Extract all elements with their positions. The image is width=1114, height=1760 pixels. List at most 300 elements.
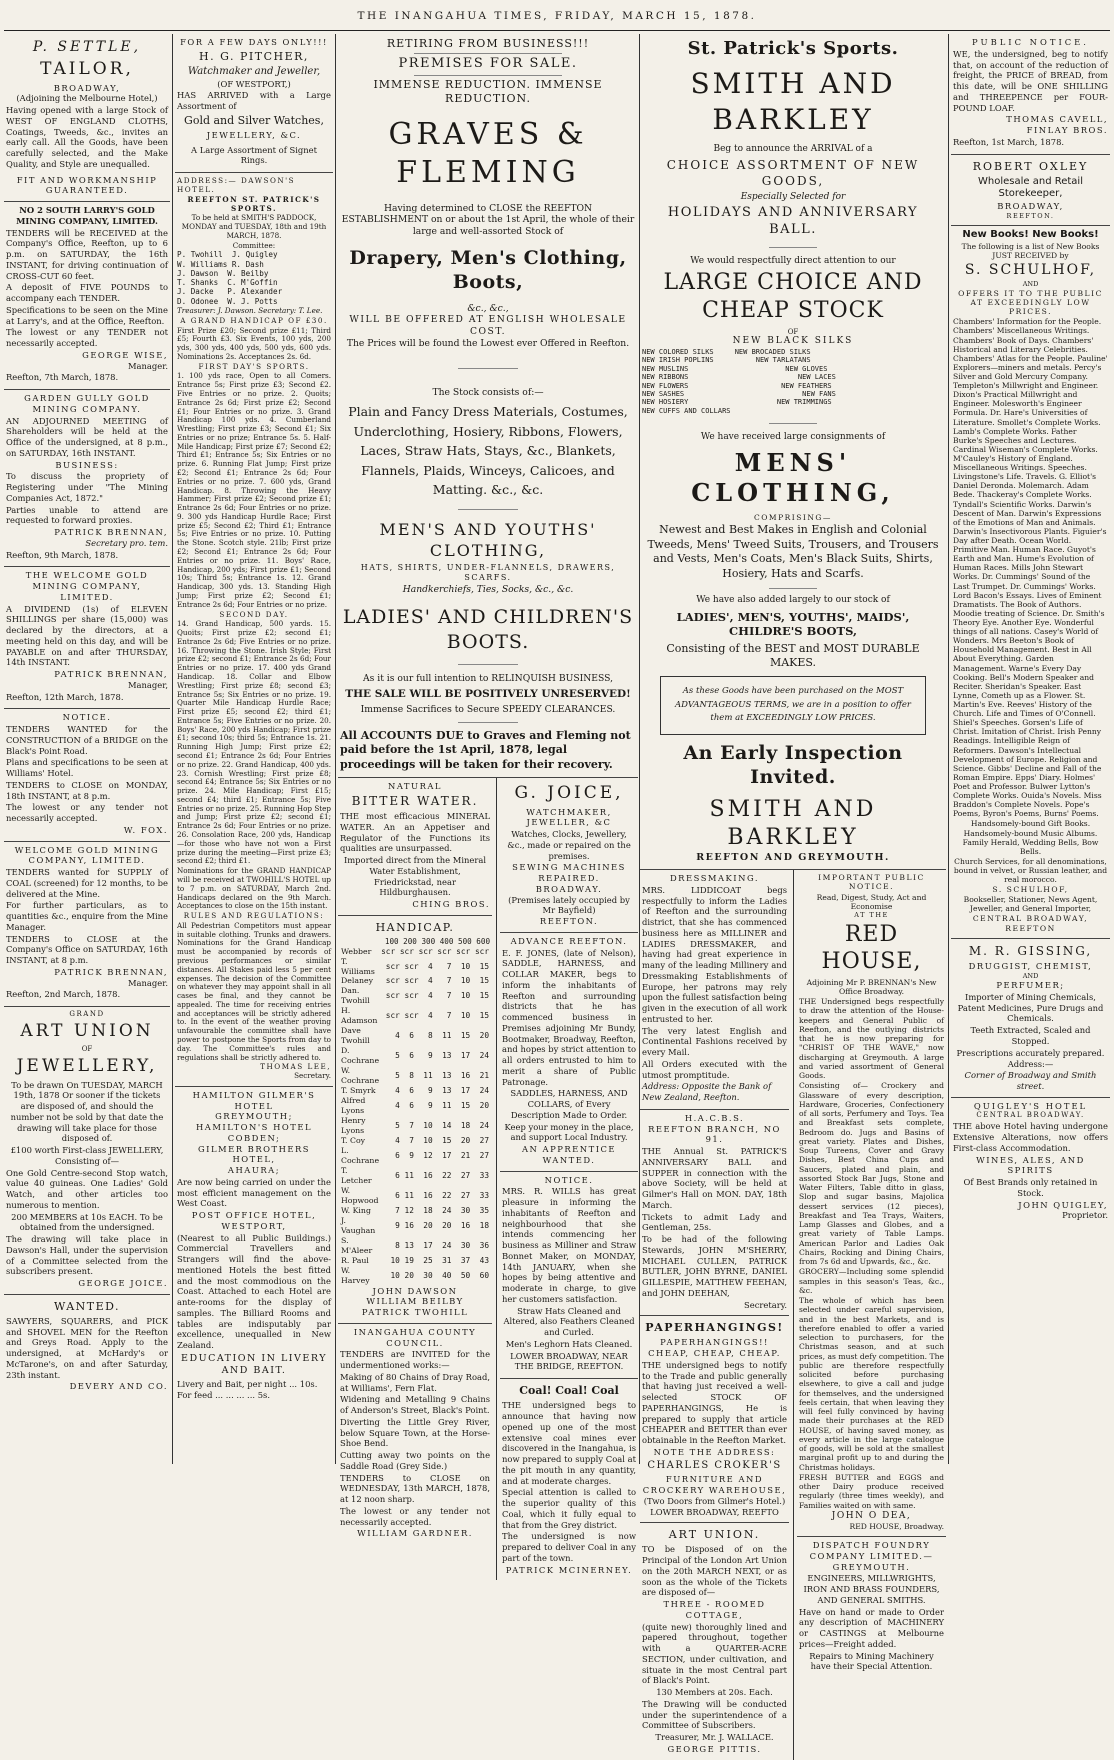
handicap-row — [340, 1266, 490, 1286]
welcome-dividend-ad — [4, 567, 170, 709]
handicap-runner: W. Hopwood — [341, 1185, 379, 1205]
rh-at: AT THE — [854, 911, 889, 920]
rh-role: RED HOUSE, Broadway. — [849, 1521, 944, 1531]
handicap-runner: L. Cochrane — [341, 1145, 380, 1165]
bitter-h2: BITTER WATER. — [351, 793, 479, 808]
gf-ladies: LADIES' AND CHILDREN'S BOOTS. — [342, 606, 634, 653]
joice-h2: WATCHMAKER, JEWELLER, &C — [526, 806, 612, 828]
sports-body: To be held at SMITH'S PADDOCK, MONDAY and TUESDAY, 18th and 19th MARCH, 1878. — [181, 213, 327, 240]
wills-notice-ad — [500, 1172, 638, 1380]
sports-p2: 1. 100 yds race, Open to all Comers. Entrance 5s; First prize £3; Second £2. Five Entries or no prize. 2. Quoits; Entrance 2s 6d; First prize £2; Second £1; Four Entries or no prize. 3. Grand Handicap 100 yds. 4. Cumberland Wrestling; First prize £3; Second £1; Six Entries or no prize; Entrance 5s. 5. Half-Mile Handicap; First prize £7; Second £2; Third £1; Entrance 5s; Six Entries or no prize. 6. Running Flat Jump; First prize £2; Second £1; Entrance 2s 6d; Four Entries or no prize. 7. 600 yds, Grand Handicap. 8. Throwing the Heavy Hammer; First prize £2; Second prize £1; Entrance 2s 6d; Four Entries or no prize. 9. 300 yds Handicap Hurdle Race; First prize £5; Second £2; Third £1; Entrance 5s; Five Entries or no prize. 10. Putting the Stone. Scotch style. 21lb; First prize £2; Second £1; Entrance 2s 6d; Four Entries or no prize. 11. Boys' Race, Handicap, 200 yds; First prize £1; Second 10s; Third 5s; Entrance 1s. 12. Grand Handicap, 300 yds. 13. Standing High Jump; First prize £2; Second £1; Entrance 2s 6d; Four Entries or no prize. — [177, 371, 331, 609]
gf-accounts: All ACCOUNTS DUE to Graves and Fleming not paid before the 1st April, 1878, legal proceedings will be taken for their recovery. — [340, 729, 631, 771]
jewellery-art-union-ad — [4, 1007, 170, 1295]
books-and: AND — [1022, 280, 1039, 289]
handicap-head: HANDICAP. — [375, 920, 455, 934]
graves-fleming-ad — [338, 34, 638, 778]
council-sign: WILLIAM GARDNER. — [357, 1528, 473, 1539]
gully-meeting-ad — [4, 390, 170, 567]
handicap-runner: Henry Lyons — [341, 1116, 366, 1136]
larry-body: TENDERS will be RECEIVED at the Company's Office, Reefton, up to 6 p.m. on SATURDAY, the 16th INSTANT, for driving continuation of CROSS-CUT 60 feet. — [6, 227, 168, 281]
bitter-water-ad — [338, 778, 492, 916]
gully-p3: Parties unable to attend are requested to forward proxies. — [6, 504, 168, 526]
rh-sign: JOHN O DEA, — [831, 1510, 912, 1521]
gully-business: BUSINESS: — [55, 459, 119, 470]
books-head: New Books! New Books! — [962, 229, 1099, 241]
sb-towns: REEFTON AND GREYMOUTH. — [696, 851, 890, 863]
hacbs-p3: To be had of the following Stewards, JOHN M'SHERRY, MICHAEL CULLEN, PATRICK BUTLER, JOHN BYRNE, DANIEL GILLESPIE, MATTHEW FEEHAN, and JOHN DEEHAN, — [642, 1234, 787, 1298]
bitter-p2: Imported direct from the Mineral Water Establishment, Friedrickstad, near Hildburghausen. — [343, 855, 487, 898]
foundry-head: DISPATCH FOUNDRY COMPANY LIMITED.—GREYMOUTH. — [809, 1540, 934, 1572]
handicap-marks: 4 7 10 15 20 27 — [395, 1135, 490, 1145]
masthead-rule — [4, 30, 1110, 31]
hacbs-body: THE Annual St. PATRICK'S ANNIVERSARY BALL and SUPPER in connection with the above Society, will be held at Gilmer's Hall on MON. DAY, 18th March. — [642, 1146, 787, 1210]
gf-premises: PREMISES FOR SALE. — [398, 56, 578, 72]
settle-body: Having opened with a large Stock of WEST OF ENGLAND CLOTHS, Coatings, Tweeds, &c., invites an early call. All the Goods, have been carefully selected, and the Make Quality, and Style are unequalled. — [6, 105, 168, 169]
handicap-row — [340, 947, 490, 957]
joice-sew: SEWING MACHINES REPAIRED. — [512, 862, 626, 884]
advance-head: ADVANCE REEFTON. — [510, 935, 628, 946]
sports-p5: All Pedestrian Competitors must appear in suitable clothing. Trunks and drawers. Nominations for the Grand Handicap must be accompanied by records of previous performances or similar distances. All Stakes paid less 5 per cent expenses. The decision of the Committee on whatever they may appoint shall in all cases be final, and they cannot be appealed. The time for receiving entries and acceptances will be strictly adhered to. In the event of the weather proving unfavourable the committee shall have power to postpone the Sports from day to day. The Committee's rules and regulations shall be strictly adhered to. — [177, 920, 331, 1062]
council-head: INANGAHUA COUNTY COUNCIL. — [353, 1326, 477, 1348]
column-3 — [338, 34, 638, 1575]
quigley-body: THE above Hotel having undergone Extensive Alterations, now offers First-class Accommodation. — [953, 1121, 1108, 1153]
col3-right — [496, 778, 638, 1580]
art-p4: 200 MEMBERS at 10s EACH. To be obtained from the undersigned. — [11, 1211, 163, 1233]
paper-cheap: CHEAP, CHEAP, CHEAP. — [648, 1348, 781, 1359]
gissing-addr: Address:— — [1007, 1059, 1054, 1070]
notice-p3: TENDERS to CLOSE on MONDAY, 18th INSTANT, at 8 p.m. — [6, 779, 168, 801]
bread-s2: FINLAY BROS. — [1026, 125, 1108, 135]
pitcher-ad — [175, 34, 333, 173]
handicap-marks: 7 12 18 24 30 35 — [395, 1205, 490, 1215]
bitter-h1: NATURAL — [388, 780, 442, 791]
handicap-row — [340, 1136, 490, 1146]
coal-sign: PATRICK MCINERNEY. — [505, 1564, 633, 1575]
handicap-row — [340, 986, 490, 1006]
union-prize: THREE - ROOMED COTTAGE, — [663, 1599, 766, 1620]
joice-sub: (Premises lately occupied by Mr Bayfield) — [508, 894, 630, 916]
handicap-s3: PATRICK TWOHILL — [361, 1307, 469, 1318]
notice-sign: W. FOX. — [123, 824, 168, 835]
handicap-marks: 5 6 9 13 17 24 — [395, 1051, 490, 1061]
handicap-row — [340, 1116, 490, 1136]
handicap-runner: Webber — [341, 946, 372, 956]
art-body: To be drawn On TUESDAY, MARCH 19th, 1878 Or sooner if the tickets are disposed of, and should the number not be sold by that date the drawing will take place for those disposed of. — [10, 1079, 164, 1144]
handicap-row — [340, 976, 490, 986]
handicap-runner: T. Williams — [341, 956, 375, 976]
sb-firm2: SMITH AND BARKLEY — [709, 796, 877, 850]
council-p2: Making of 80 Chains of Dray Road, at Williams', Fern Flat. — [340, 1371, 491, 1393]
paper-addr: (Two Doors from Gilmer's Hotel.) LOWER BROADWAY, REEFTO — [643, 1495, 786, 1517]
handicap-marks: scr scr 4 7 10 15 — [385, 991, 490, 1001]
hamilton-sub: GREYMOUTH; — [215, 1111, 293, 1122]
art-sign: GEORGE JOICE. — [78, 1278, 168, 1289]
art-p5: The drawing will take place in Dawson's Hall, under the supervision of a Committee selected from the subscribers present. — [6, 1234, 168, 1277]
handicap-runner: W. Harvey — [341, 1265, 370, 1285]
books-sign: S. SCHULHOF, — [992, 885, 1069, 895]
gf-unreserved: THE SALE WILL BE POSITIVELY UNRESERVED! — [345, 687, 631, 700]
books-role: Bookseller, Stationer, News Agent, Jeweller, and General Importer, — [963, 895, 1098, 914]
handicap-ad — [338, 916, 492, 1324]
sb-mens: MENS' CLOTHING, — [691, 447, 895, 508]
gissing-trade: DRUGGIST, CHEMIST, — [968, 961, 1093, 972]
sb-box-text: As these Goods have been purchased on the MOST ADVANTAGEOUS TERMS, we are in a position to offer them at EXCEEDINGLY LOW PRICES. — [675, 686, 911, 724]
books-body: The following is a list of New Books JUST RECEIVED by — [961, 242, 1100, 261]
sports-h3: SECOND DAY. — [219, 609, 289, 619]
rh-adj: Adjoining Mr P. BRENNAN's New Office Broadway. — [806, 977, 937, 996]
sports-p3: 14. Grand Handicap, 500 yards. 15. Quoits; First prize £2; second £1; Entrance 2s 6d; Five Entries or no prize. 16. Throwing the Stone. Irish Style; First prize £2; second £1; Entrance 2s 6d; Four Entries or no prize. 17. 400 yds Grand Handicap. 18. Collar and Elbow Wrestling; First prize £8; second £3; Entrance 5s; Six Entries or no prize. 19. Quarter Mile Handicap Hurdle Race; First prize £5; second £2; third £1; Entrance 5s; Five Entries or no prize. 20. Boys' Race, 200 yds Handicap; First prize £1; second 10s; third 5s; Entrance 1s. 21. Running High Jump; First prize £2; second £1; Entrance 2s 6d; Four Entries or no prize. 22. Grand Handicap, 400 yds. 23. Cornish Wrestling; First prize £8; second £4; Entrance 5s; Six Entries or no prize. 24. Mile Handicap; First £15; second £4; third £1; Entrance 5s; Five Entries or no prize. 25. Running Hop Step and Jump; First prize £2; second £1; Entrance 2s 6d; Four Entries or no prize. 26. Consolation Race, 200 yds, Handicap—for those who have not won a First prize during the meeting—First prize £3; second £2; third £1. — [177, 619, 331, 866]
joice-addr: BROADWAY. — [535, 883, 603, 894]
sports-members: P. Twohill J. Quigley W. Williams R. Dash J. Dawson W. Beilby T. Shanks C. M'Goffin J. Dacke P. Alexander D. Odonee W. J. Potts — [177, 250, 283, 306]
foundry-p2: Have on hand or made to Order any description of MACHINERY or CASTINGS at Melbourne prices—Freight added. — [799, 1606, 944, 1649]
col4-right — [793, 870, 946, 1760]
welcome2-head: WELCOME GOLD MINING COMPANY, LIMITED. — [14, 844, 160, 866]
sports-programme-ad — [175, 173, 333, 1087]
hamilton-h4: POST OFFICE HOTEL, — [191, 1210, 317, 1221]
rh-p3: GROCERY—Including some splendid samples in this season's Teas, &c., &c. — [799, 1267, 944, 1295]
gissing-and: AND — [1022, 971, 1039, 980]
sports-treasurer: Treasurer: J. Dawson. Secretary: T. Lee. — [177, 305, 323, 315]
settle-tag: FIT AND WORKMANSHIP GUARANTEED. — [16, 174, 158, 196]
quigley-wines: WINES, ALES, AND SPIRITS — [976, 1154, 1085, 1176]
column-4 — [640, 34, 946, 1754]
welcome2-sign: PATRICK BRENNAN, — [54, 966, 168, 977]
council-p6: TENDERS to CLOSE on WEDNESDAY, 13th MARCH, 1878, at 12 noon sharp. — [340, 1472, 491, 1505]
sb-newest: Newest and Best Makes in English and Colonial Tweeds, Mens' Tweed Suits, Trousers, and Trousers and Vests, Men's Coats, Men's Black Suits, Shirts, Hosiery, Hats and Scarfs. — [647, 522, 939, 581]
larry-p3: Specifications to be seen on the Mine at Larry's, and at the Office, Reefton. — [6, 304, 168, 326]
settle-tailor-ad — [4, 34, 170, 202]
welcome-coal-ad — [4, 842, 170, 1008]
larry-date: Reefton, 7th March, 1878. — [6, 372, 119, 383]
sb-consisting: Consisting of the BEST and MOST DURABLE MAKES. — [666, 641, 920, 670]
pitcher-top: FOR A FEW DAYS ONLY!!! — [180, 37, 328, 47]
bitter-body: THE most efficacious MINERAL WATER. An an Appetiser and Regulator of the Functions its qualities are unsurpassed. — [340, 811, 491, 854]
wills-body: MRS. R. WILLS has great pleasure in informing the inhabitants of Reefton and neighbourhood that she intends commencing her business as Milliner and Straw Bonnet Maker, on MONDAY, 14th JANUARY, when she hopes by being attentive and moderate in charge, to give her customers satisfaction. — [502, 1186, 636, 1304]
handicap-row — [340, 1256, 490, 1266]
joice-h1: G. JOICE, — [514, 782, 624, 803]
joice-ad — [500, 778, 638, 933]
pitcher-item2: JEWELLERY, &C. — [206, 129, 302, 140]
wanted-sign: DEVERY AND CO. — [69, 1381, 168, 1392]
sb-received: We have received large consignments of — [700, 432, 886, 443]
sb-comprising: COMPRISING— — [754, 513, 832, 523]
bread-body: WE, the undersigned, beg to notify that, on account of the reduction of freight, the PRICE of BREAD, from this date, will be ONE SHILLING and THREEPENCE per FOUR-POUND LOAF. — [953, 48, 1108, 113]
handicap-cols: 100 200 300 400 500 600 — [384, 936, 491, 946]
rh-p5: FRESH BUTTER and EGGS and other Dairy produce received regularly (three times weekly), and Families waited on with same. — [799, 1472, 944, 1510]
handicap-runner: Dave Twohill — [341, 1026, 370, 1046]
union-sign: GEORGE PITTIS. — [667, 1743, 762, 1754]
rh-name: RED HOUSE, — [821, 921, 922, 974]
handicap-marks: 6 9 12 17 21 27 — [395, 1150, 490, 1160]
quigley-hotel-ad — [951, 1098, 1110, 1226]
council-p7: The lowest or any tender not necessarily accepted. — [340, 1505, 491, 1527]
union-p4: The Drawing will be conducted under the superintendence of a Committee of Subscribers. — [642, 1698, 787, 1731]
welcome1-role: Manager, — [127, 679, 168, 690]
smith-barkley-ad — [640, 34, 946, 870]
advance-p4: AN APPRENTICE WANTED. — [522, 1144, 617, 1165]
rh-p4: The whole of which has been selected under careful supervision, and in the best Markets, and is therefore enabled to offer a varied selection to purchasers, for the Christmas season, and at such prices, as must defy competition. The public are therefore respectfully solicited before purchasing elsewhere, to give a call and judge for themselves, and the undersigned feels certain, that when leaving they will feel fully convinced by having made their purchases at the RED HOUSE, of having saved money, as every article in the large catalogue of goods, will be sold at the smallest marginal profit up to and during the Christmas holidays. — [799, 1296, 944, 1472]
books-list: Chambers' Information for the People. Chambers' Miscellaneous Writings. Chambers' Book of Days. Chambers' Historical and Literary Celebrities. Chambers' Atlas for the People. Pauline' Explorers—miners and metals. Percy's Silver and Gold Mercury Company. Templeton's Millwright and Engineer. Dixon's Practical Millwright and Engineer. Molesworth's Engineer Formula. Dr. Hare's Universities of Literature. Smollet's Complete Works. Lamb's Complete Works. Father Burke's Speeches and Lectures. Cardinal Wiseman's Complete Works. M'Cauley's History of England. Miscellaneous Writings. Speeches. Livingstone's Life. Travels. G. Elliot's Daniel Deronda. Molemarch. Adam Bede. Thackeray's Complete Works. Tyndall's Scientific Works. Darwin's Descent of Man. Darwin's Expressions of the Emotions of Man and Animals. Darwin's Insectivorous Plants. Figuier's Day after Death. Ocean World. Primitive Man. Human Race. Guyot's Earth and Man. Hume's Evolution of Human Races. Mills John Stewart Works. Dr. Cummings' Sound of the Last Trumpet. Dr. Cummings' Works. Lord Bacon's Essays. Lives of Eminent Dramatists. The Book of Authors. Moodie treating of Science. Dr. Smith's Theory Eye. Another Eye. Wonderful things of all nations. Casey's World of Wonders. Mrs Beeton's Book of Household Management. Best in All About Everything. Garden Management. Warne's Every Day Cooking. Bell's Modern Speaker and Reciter. Sheridan's Speaker. East Lynne, Cometh up as a Flower. St. Martin's Eve. Reeves' History of the Church. Life and Times of O'Connell. Shiel's Speeches. Gorsen's Life of Christ. Imitation of Christ. Irish Penny Readings. Intelligible Reign of Reformers. Dawson's Intellectual Development of Europe. Religion and Science. Gibbs' Decline and Fall of the Roman Empire. Epps' Diary. Holmes' Poet and Professor. Bulwer Lytton's Complete Works. Ouida's Novels. Miss Braddon's Complete Novels. Pope's Poems, Byron's Poems, Burns' Poems. — [953, 317, 1108, 819]
sb-large: LARGE CHOICE AND CHEAP STOCK — [663, 270, 923, 324]
dress-head: DRESSMAKING. — [669, 873, 760, 884]
handicap-s1: JOHN DAWSON — [372, 1285, 458, 1296]
wanted-ad — [4, 1295, 170, 1397]
sb-early: An Early Inspection Invited. — [683, 741, 903, 789]
sb-special: Especially Selected for — [740, 191, 846, 202]
pitcher-body: HAS ARRIVED with a Large Assortment of — [177, 90, 331, 112]
oxley-town: REEFTON. — [1006, 211, 1055, 220]
handicap-runner: R. Paul — [341, 1255, 369, 1265]
settle-name: P. SETTLE, — [32, 39, 142, 55]
sb-terms-box — [660, 676, 926, 735]
handicap-runner: W. King — [341, 1205, 371, 1215]
handicap-row — [340, 957, 490, 977]
larry-sign: GEORGE WISE, — [82, 349, 168, 360]
council-ad — [338, 1324, 492, 1544]
books-name: S. SCHULHOF, — [964, 262, 1097, 279]
paper-trade: FURNITURE AND CROCKERY WAREHOUSE, — [642, 1474, 787, 1496]
foundry-body: ENGINEERS, MILLWRIGHTS, IRON AND BRASS FOUNDERS, AND GENERAL SMITHS. — [803, 1573, 940, 1605]
gf-stock: Drapery, Men's Clothing, Boots, — [349, 246, 627, 294]
hamilton-h2: HAMILTON'S HOTEL — [195, 1122, 313, 1133]
rh-read: Read, Digest, Study, Act and Economise — [816, 892, 927, 911]
gf-reduction: IMMENSE REDUCTION. IMMENSE REDUCTION. — [373, 77, 603, 105]
hacbs-ad — [640, 1110, 789, 1317]
handicap-marks: 4 6 8 11 15 20 — [395, 1031, 490, 1041]
handicap-runner: W. Cochrane — [341, 1066, 380, 1086]
coal-p2: Special attention is called to the superior quality of this Coal, which it fully equal to that from the Grey district. — [502, 1487, 636, 1530]
hacbs-role: Secretary. — [744, 1299, 787, 1310]
sports-p1: First Prize £20; Second prize £11; Third £5; Fourth £3. Six Events, 100 yds, 200 yds, 300 yds, 400 yds, 500 yds, 600 yds. Nominations 2s. Acceptances 2s. 6d. — [177, 325, 331, 361]
hamilton-hotels-ad — [175, 1087, 333, 1407]
sports-role: Secretary. — [294, 1071, 331, 1081]
handicap-row — [340, 1216, 490, 1236]
art-p3: One Gold Centre-second Stop watch, value 40 guineas. One Ladies' Gold Watch, and other articles too numerous to mention. — [6, 1167, 168, 1210]
books-offers: OFFERS IT TO THE PUBLIC AT EXCEEDINGLY LOW PRICES. — [958, 289, 1103, 317]
bread-s1: THOMAS CAVELL, — [1006, 114, 1108, 125]
handicap-row — [340, 1146, 490, 1166]
dress-p2: The very latest English and Continental Fashions received by every Mail. — [642, 1025, 787, 1058]
gissing-p2: Teeth Extracted, Scaled and Stopped. — [970, 1025, 1091, 1046]
red-house-ad — [797, 870, 946, 1537]
advance-p2: SADDLES, HARNESS, AND COLLARS, of Every Description Made to Order. — [510, 1088, 628, 1120]
bitter-sign: CHING BROS. — [412, 899, 491, 910]
union-body: TO be Disposed of on the Principal of the London Art Union on the 20th MARCH NEXT, or as soon as the whole of the Tickets are disposed of— — [642, 1544, 787, 1598]
sb-of: OF — [787, 327, 799, 336]
handicap-row — [340, 1236, 490, 1256]
hacbs-sub: REEFTON BRANCH, NO 91. — [648, 1123, 781, 1145]
handicap-marks: 6 11 16 22 27 33 — [395, 1190, 490, 1200]
hamilton-s3: AHAURA; — [227, 1165, 281, 1176]
handicap-marks: 4 6 9 11 15 20 — [395, 1101, 490, 1111]
gissing-p3: Prescriptions accurately prepared. — [956, 1047, 1105, 1058]
coal-body: THE undersigned begs to announce that having now opened up one of the most extensive coal mines ever discovered in the Inangahua, is now prepared to supply Coal at the pit mouth in any quantity, and at moderate charges. — [502, 1400, 636, 1486]
column-rule — [948, 34, 949, 1464]
handicap-row — [340, 1026, 490, 1046]
handicap-row — [340, 1066, 490, 1086]
dress-p3: All Orders executed with the utmost promptitude. — [642, 1058, 787, 1080]
gissing-name: M. R. GISSING, — [968, 943, 1093, 958]
column-rule — [335, 34, 336, 1464]
handicap-runner: T. Letcher — [341, 1165, 372, 1185]
council-p5: Cutting away two points on the Saddle Road (Grey Side.) — [340, 1450, 491, 1471]
oxley-trade2: Storekeeper, — [998, 188, 1063, 200]
sb-choice: CHOICE ASSORTMENT OF NEW GOODS, — [666, 158, 920, 188]
handicap-row — [340, 1166, 490, 1186]
pitcher-item: Gold and Silver Watches, — [184, 113, 324, 127]
foundry-ad — [797, 1537, 946, 1678]
wanted-head: WANTED. — [53, 1299, 121, 1313]
welcome1-date: Reefton, 12th March, 1878. — [6, 691, 124, 702]
bread-notice-ad — [951, 34, 1110, 155]
col3-left — [338, 778, 492, 1580]
wills-p3: Men's Leghorn Hats Cleaned. — [505, 1338, 633, 1349]
masthead: THE INANGAHUA TIMES, FRIDAY, MARCH 15, 1878. — [357, 10, 757, 22]
sb-beg: Beg to announce the ARRIVAL of a — [713, 143, 873, 154]
handicap-marks: scr scr 4 7 10 15 — [385, 976, 490, 986]
paper-note: NOTE THE ADDRESS: — [653, 1446, 776, 1457]
quigley-name: QUIGLEY'S HOTEL — [973, 1100, 1088, 1111]
sports-h1: A GRAND HANDICAP OF £30. — [180, 315, 328, 325]
sb-sports: St. Patrick's Sports. — [687, 38, 899, 59]
pitcher-sub: (OF WESTPORT,) — [217, 78, 291, 89]
handicap-s2: WILLIAM BEILBY — [366, 1296, 464, 1307]
bread-date: Reefton, 1st March, 1878. — [953, 136, 1065, 147]
oxley-trade: Wholesale and Retail — [978, 175, 1083, 187]
hamilton-h3: GILMER BROTHERS HOTEL, — [197, 1143, 311, 1165]
gully-p2: To discuss the propriety of Registering under "The Mining Companies Act, 1872." — [6, 471, 168, 503]
books-addr: CENTRAL BROADWAY, REEFTON — [972, 914, 1089, 933]
dress-addr: Address: Opposite the Bank of New Zealand, Reefton. — [642, 1081, 772, 1103]
col3-lower — [338, 778, 638, 1580]
col4-left — [640, 870, 789, 1760]
sports-h2: FIRST DAY'S SPORTS. — [198, 361, 310, 371]
council-body: TENDERS are INVITED for the undermentioned works:— — [340, 1349, 491, 1371]
rh-body: THE Undersigned begs respectfully to draw the attention of the House-keepers and General Public of Reefton, and the outlying districts that he is now preparing for "CHRIST OF THE WAVE," now discharging at Greymouth. A large and varied assortment of General Goods. — [799, 997, 944, 1081]
books-p3: Church Services, for all denominations, bound in velvet, or Russian leather, and real morocco. — [953, 856, 1108, 885]
coal-ad — [500, 1379, 638, 1580]
quigley-sign: JOHN QUIGLEY, — [1018, 1199, 1108, 1210]
handicap-marks: 10 20 30 40 50 60 — [390, 1270, 490, 1280]
gissing-body: Importer of Mining Chemicals, Patent Medicines, Pure Drugs and Chemicals. — [957, 991, 1104, 1024]
sb-attention: We would respectfully direct attention to our — [690, 255, 896, 266]
gully-body: AN ADJOURNED MEETING of Shareholders will be held at the Office of the undersigned, at 8 p.m., on SATURDAY, 16th INSTANT. — [6, 415, 168, 458]
handicap-row — [340, 1206, 490, 1216]
oxley-addr: BROADWAY, — [997, 201, 1064, 212]
gf-intro: Having determined to CLOSE the REEFTON ESTABLISHMENT on or about the 1st April, the whole of their large and well-assorted Stock of — [341, 202, 635, 238]
gully-role: Secretary pro. tem. — [85, 537, 168, 548]
gissing-addr2: Corner of Broadway and Smith street. — [964, 1070, 1097, 1091]
handicap-marks: 5 7 10 14 18 24 — [395, 1121, 490, 1131]
dressmaking-ad — [640, 870, 789, 1110]
welcome2-p3: TENDERS to CLOSE at the Company's Office on SATURDAY, 16th INSTANT, at 8 p.m. — [6, 933, 168, 966]
gf-prices: The Prices will be found the Lowest ever Offered in Reefton. — [346, 337, 630, 349]
union-p3: 130 Members at 20s. Each. — [656, 1687, 773, 1698]
notice-p4: The lowest or any tender not necessarily accepted. — [6, 802, 168, 824]
council-p4: Diverting the Little Grey River, below Square Town, at the Horse-Shoe Bend. — [340, 1416, 491, 1449]
hamilton-h5: EDUCATION IN LIVERY AND BAIT. — [181, 1352, 327, 1377]
joice-town: REEFTON. — [539, 916, 599, 927]
welcome2-body: TENDERS wanted for SUPPLY of COAL (screened) for 12 months, to be delivered at the Mine. — [6, 867, 168, 899]
handicap-row — [340, 1186, 490, 1206]
gf-relinquish: As it is our full intention to RELINQUISH BUSINESS, — [362, 673, 614, 685]
welcome1-sign: PATRICK BRENNAN, — [54, 669, 168, 680]
sports-head: REEFTON ST. PATRICK'S SPORTS. — [187, 194, 321, 213]
books-p2: Handsomely-bound Gift Books. Handsomely-bound Music Albums. Family Herald, Wedding Bells, Bow Bells. — [962, 819, 1099, 856]
hamilton-p3: Livery and Bait, per night ... 10s. For feed ... ... ... ... 5s. — [177, 1379, 318, 1400]
hamilton-p2: (Nearest to all Public Buildings.) Commercial Travellers and Strangers will find the above-mentioned Hotels the best fitted and the most commodious on the Coast. Attached to each Hotel are ante-rooms for the display of samples. The Billiard Rooms and tables are indisputably par excellence, unequalled in New Zealand. — [177, 1232, 331, 1351]
welcome1-head: THE WELCOME GOLD MINING COMPANY, LIMITED. — [25, 570, 149, 602]
handicap-runner: H. Adamson — [341, 1006, 378, 1026]
hacbs-head: H.A.C.B.S. — [684, 1112, 745, 1123]
handicap-runner: S. M'Aleer — [341, 1235, 373, 1255]
settle-addr: BROADWAY, — [53, 82, 121, 93]
bread-head: PUBLIC NOTICE. — [972, 37, 1089, 47]
column-1 — [4, 34, 170, 1462]
col4-lower — [640, 870, 946, 1760]
paper-body: THE undersigned begs to notify to the Trade and public generally that having just received a well-selected STOCK OF PAPERHANGINGS, He is prepared to supply that article CHEAPER and BETTER than ever obtainable in the Reefton Market. — [642, 1359, 787, 1446]
handicap-runner: D. Cochrane — [341, 1046, 380, 1066]
handicap-runner: T. Smyrk — [341, 1086, 376, 1096]
sports-addr: ADDRESS:— DAWSON'S HOTEL. — [177, 176, 296, 194]
quigley-role: Proprietor. — [1062, 1210, 1108, 1221]
sb-added: We have also added largely to our stock of — [696, 595, 890, 606]
sb-firm: SMITH AND BARKLEY — [690, 67, 896, 136]
wanted-body: SAWYERS, SQUARERS, and PICK and SHOVEL MEN for the Reefton and Greys Road. Apply to the undersigned, at McHardy's or McTarone's, on and after Saturday, 23th instant. — [6, 1315, 168, 1380]
handicap-marks: 8 13 17 24 30 36 — [395, 1240, 490, 1250]
column-rule — [172, 34, 173, 1464]
quigley-p2: Of Best Brands only retained in Stock. — [963, 1177, 1098, 1198]
notice-head: NOTICE. — [62, 712, 112, 723]
joice-body: Watches, Clocks, Jewellery, &c., made or repaired on the premises. — [507, 829, 631, 861]
pitcher-name: H. G. PITCHER, — [199, 49, 309, 63]
column-2 — [175, 34, 333, 1462]
art-p2: £100 worth First-class JEWELLERY, Consisting of— — [10, 1145, 164, 1166]
wills-head: NOTICE. — [544, 1174, 594, 1185]
sports-p4: Nominations for the GRAND HANDICAP will be received at TWOHILL'S HOTEL up to 7 p.m. on SATURDAY, March 2nd. Handicaps declared on the 9th March. Acceptances to close on the 15th instant. — [177, 866, 331, 911]
sb-silks: NEW BLACK SILKS — [732, 336, 854, 347]
sports-h4: RULES AND REGULATIONS: — [183, 911, 325, 921]
advance-p3: Keep your money in the place, and support Local Industry. — [504, 1121, 634, 1143]
notice-body: TENDERS WANTED for the CONSTRUCTION of a BRIDGE on the Black's Point Road. — [6, 724, 168, 756]
union-treas: Treasurer, Mr. J. WALLACE. — [655, 1732, 774, 1743]
handicap-row — [340, 1006, 490, 1026]
gf-consists: The Stock consists of:— — [432, 386, 544, 398]
handicap-row — [340, 1096, 490, 1116]
handicap-marks: scr scr scr scr scr scr — [381, 946, 490, 956]
art-of: OF — [81, 1044, 93, 1053]
sb-holidays: HOLIDAYS AND ANNIVERSARY BALL. — [667, 205, 919, 238]
notice-p2: Plans and specifications to be seen at Williams' Hotel. — [6, 757, 168, 779]
paper-sub: PAPERHANGINGS!! — [660, 1337, 769, 1348]
welcome2-p2: For further particulars, as to quantities &c., enquire from the Mine Manager. — [6, 900, 168, 932]
gf-wholesale: WILL BE OFFERED AT ENGLISH WHOLESALE COST. — [349, 314, 627, 338]
paperhangings-ad — [640, 1316, 789, 1523]
column-5 — [951, 34, 1110, 1462]
gf-hand: Handkerchiefs, Ties, Socks, &c., &c. — [402, 583, 574, 595]
coal-p3: The undersigned is now prepared to deliver Coal in any part of the town. — [502, 1531, 636, 1563]
oxley-name: ROBERT OXLEY — [972, 159, 1089, 173]
handicap-runner: Alfred Lyons — [341, 1096, 366, 1116]
gully-head: GARDEN GULLY GOLD MINING COMPANY. — [24, 393, 150, 414]
oxley-ad — [951, 155, 1110, 227]
gf-etc: &c., &c., — [467, 302, 509, 314]
art-head: ART UNION — [20, 1021, 154, 1042]
hamilton-body: Are now being carried on under the most efficient management on the West Coast. — [177, 1176, 331, 1209]
sports-committee: Committee: — [232, 240, 276, 250]
sports-sign: THOMAS LEE, — [260, 1062, 331, 1072]
union-p2: (quite new) thoroughly lined and papered throughout, together with a QUARTER-ACRE SECTION, under cultivation, and situate in the most Central part of Black's Point. — [642, 1621, 787, 1686]
